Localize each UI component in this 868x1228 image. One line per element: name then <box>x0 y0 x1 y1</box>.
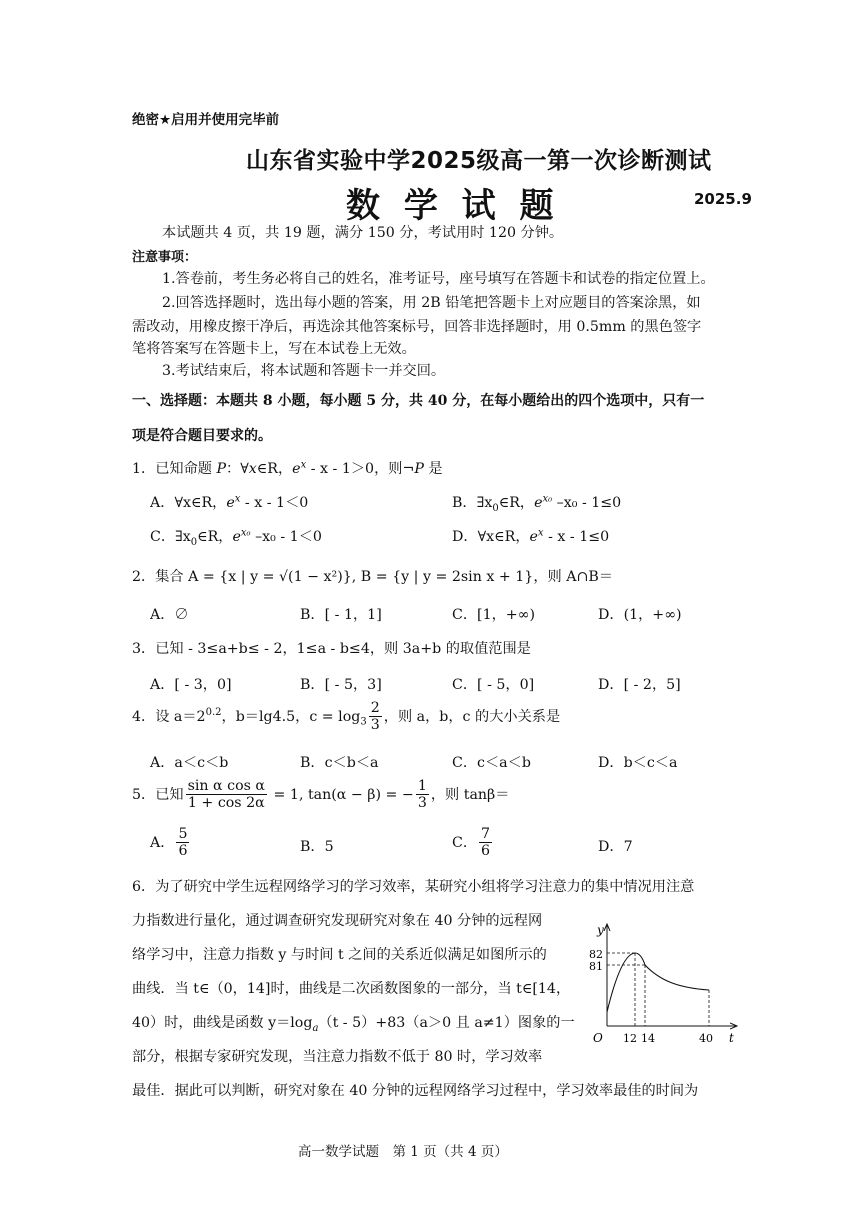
section1-heading-cont: 项是符合题目要求的。 <box>132 428 272 444</box>
q5-fraction-2: $\frac{1}{3}$ <box>417 778 427 812</box>
q5-stem: 5．已知 $\frac{\text{sin α cos α}}{1 + \cos 2\alpha}$ = 1, tan(α − β) = − $\frac{1}{3}$ ，则 tanβ＝ <box>132 778 510 812</box>
exam-date: 2025.9 <box>694 190 752 208</box>
section1-heading: 一、选择题：本题共 8 小题，每小题 5 分，共 40 分，在每小题给出的四个选项中，只有一 <box>132 393 705 409</box>
q2-option-c: C．[1，+∞) <box>452 607 536 623</box>
q6-line-4: 曲线．当 t∈（0，14]时，曲线是二次函数图象的一部分，当 t∈[14， <box>132 981 571 997</box>
y-axis-label: y <box>597 923 604 937</box>
q1-stem: 1．已知命题 P：∀x∈R，$e^x - x - 1>0$，则¬P 是 <box>132 459 443 477</box>
x-tick-40: 40 <box>699 1032 713 1045</box>
q2-option-a: A．∅ <box>150 607 189 623</box>
origin-label: O <box>593 1031 603 1045</box>
q5-option-d: D．7 <box>598 839 633 855</box>
curve-quadratic <box>607 953 645 1012</box>
note-2-cont: 需改动，用橡皮擦干净后，再选涂其他答案标号，回答非选择题时，用 0.5mm 的黑色签字 <box>132 319 702 335</box>
q3-option-b: B．[ - 5，3] <box>300 677 382 693</box>
y-tick-81: 81 <box>589 960 603 973</box>
q4-option-d: D．b＜c＜a <box>598 755 678 771</box>
secret-label: 绝密★启用并使用完毕前 <box>132 112 280 128</box>
q6-line-7: 最佳．据此可以判断，研究对象在 40 分钟的远程网络学习过程中，学习效率最佳的时间为 <box>132 1083 699 1099</box>
q5-option-c: C． $\frac{7}{6}$ <box>452 826 491 860</box>
curve-log <box>645 965 709 990</box>
q2-stem: 2．集合 A = {x | y = √(1 − x²)}, B = {y | y = 2sin x + 1}，则 A∩B＝ <box>132 569 613 585</box>
q6-line-2: 力指数进行量化，通过调查研究发现研究对象在 40 分钟的远程网 <box>132 913 543 929</box>
note-2-cont2: 笔将答案写在答题卡上，写在本试卷上无效。 <box>132 341 416 357</box>
q3-option-a: A．[ - 3，0] <box>150 677 232 693</box>
school-title: 山东省实验中学2025级高一第一次诊断测试 <box>246 148 712 174</box>
q4-option-c: C．c＜a＜b <box>452 755 531 771</box>
note-1: 1.答卷前，考生务必将自己的姓名，准考证号，座号填写在答题卡和试卷的指定位置上。 <box>162 271 715 287</box>
q4-fraction: $\frac{2}{3}$ <box>370 700 380 734</box>
q4-option-a: A．a＜c＜b <box>150 755 229 771</box>
note-3: 3.考试结束后，将本试题和答题卡一并交回。 <box>162 363 446 379</box>
q5-option-a: A． $\frac{5}{6}$ <box>150 826 188 860</box>
intro-text: 本试题共 4 页，共 19 题，满分 150 分，考试用时 120 分钟。 <box>162 225 564 241</box>
q3-option-d: D．[ - 2，5] <box>598 677 681 693</box>
q1-option-a: A．∀x∈R，$e^x - x - 1<0$ <box>150 493 309 511</box>
q3-stem: 3．已知 - 3≤a+b≤ - 2，1≤a - b≤4，则 3a+b 的取值范围是 <box>132 641 531 657</box>
q5-option-b: B．5 <box>300 839 334 855</box>
notes-title: 注意事项： <box>132 250 198 265</box>
q6-line-5: 40）时，曲线是函数 $y=\log_a(t - 5)+83(a>0$ 且 a≠1）图象的一 <box>132 1015 575 1034</box>
y-tick-82: 82 <box>589 948 603 961</box>
q1-option-d: D．∀x∈R，$e^x - x - 1\le 0$ <box>452 527 610 545</box>
t-axis-label: t <box>729 1031 734 1045</box>
q4-option-b: B．c＜b＜a <box>300 755 379 771</box>
page-footer: 高一数学试题 第 1 页（共 4 页） <box>298 1144 508 1160</box>
q1-option-b: B．$\exists x_0\in R$，$e^{x_0}$ –x₀ - 1≤0 <box>452 493 622 514</box>
q6-line-1: 6．为了研究中学生远程网络学习的学习效率，某研究小组将学习注意力的集中情况用注意 <box>132 879 695 895</box>
q5-fraction-1: $\frac{\text{sin α cos α}}{1 + \cos 2\alpha}$ <box>187 778 266 812</box>
subject-title: 数 学 试 题 <box>346 186 560 226</box>
q3-option-c: C．[ - 5，0] <box>452 677 535 693</box>
q1-option-c: C．$\exists x_0\in R$，$e^{x_0}$ –x₀ - 1＜0 <box>150 527 322 548</box>
q6-line-3: 络学习中，注意力指数 y 与时间 t 之间的关系近似满足如图所示的 <box>132 947 547 963</box>
q2-option-b: B．[ - 1，1] <box>300 607 382 623</box>
q2-option-d: D．(1，+∞) <box>598 607 682 623</box>
attention-graph <box>585 920 745 1048</box>
q4-stem: 4．设 $a=2^{0.2}$，b＝lg4.5，$c = \log_3$ $\frac{2}{3}$ ，则 a，b，c 的大小关系是 <box>132 700 561 734</box>
q6-line-6: 部分，根据专家研究发现，当注意力指数不低于 80 时，学习效率 <box>132 1049 543 1065</box>
x-tick-14: 14 <box>641 1032 655 1045</box>
x-tick-12: 12 <box>623 1032 637 1045</box>
note-2: 2.回答选择题时，选出每小题的答案，用 2B 铅笔把答题卡上对应题目的答案涂黑，如 <box>162 295 701 311</box>
